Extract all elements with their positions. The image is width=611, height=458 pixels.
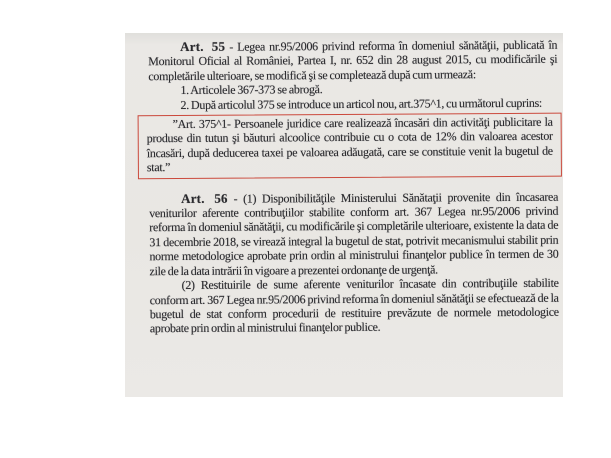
article-56-paragraph-1	[149, 189, 559, 278]
article-56-label: Art. 56	[181, 190, 228, 206]
article-55-paragraph	[148, 38, 557, 84]
document-text-block	[125, 33, 563, 336]
article-56-text: - (1) Disponibilităţile Ministerului Sănătaţii provenite din încasarea veniturilor aferente contribuţiilor stabilite conform art. 367 Legea nr.95/2006 privind reforma în domeniul sănătăţii, cu modificările şi completările ulterioare, existente la data de 31 decembrie 2018, se virează integral la bugetul de stat, potrivit mecanismului stabilit prin norme metodologice aprobate prin ordin al ministrului finanţelor publice în termen de 30 zile de la data intrării în vigoare a prezentei ordonanţe de urgenţă.	[149, 189, 559, 278]
article-375-1-paragraph: ”Art. 375^1- Persoanele juridice care realizează încasări din activităţi publicitare la produse din tutun şi băuturi alcoolice contribuie cu o cota de 12% din valoarea acestor încasări, după deducerea taxei pe valoarea adăugată, care se constituie venit la bugetul de stat.”	[146, 114, 553, 175]
article-55-item-1: 1. Articolele 367-373 se abrogă.	[180, 82, 323, 98]
article-55-item-2: 2. După articolul 375 se introduce un articol nou, art.375^1, cu următorul cuprins:	[180, 95, 542, 112]
scanned-document-page	[125, 33, 563, 397]
article-56-paragraph-2: (2) Restituirile de sume aferente veniturilor încasate din contribuţiile stabilite conform art. 367 Legea nr.95/2006 privind reforma în domeniul sănătăţii se efectuează de la bugetul de stat conform procedurii de restituire prevăzute de normele metodologice aprobate prin ordin al ministrului finanţelor publice.	[149, 275, 559, 336]
red-highlight-box	[138, 113, 562, 179]
article-55-text: - Legea nr.95/2006 privind reforma în domeniul sănătăţii, publicată în Monitorul Oficial al României, Partea I, nr. 652 din 28 august 2015, cu modificările şi completările ulterioare, se modifică şi se completează după cum urmează:	[148, 37, 558, 84]
article-55-label: Art. 55	[180, 38, 226, 54]
